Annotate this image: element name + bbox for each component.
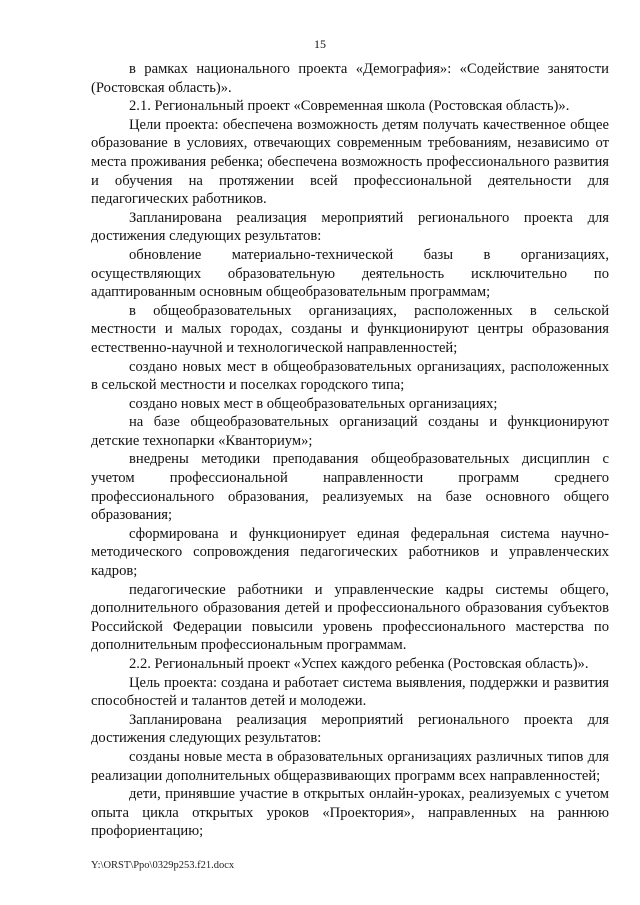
list-item: сформирована и функционирует единая федеральная система научно-методического сопровождения педагогических работников и управленческих кадров;	[91, 525, 609, 580]
list-item: на базе общеобразовательных организаций созданы и функционируют детские технопарки «Кванториум»;	[91, 414, 609, 449]
list-item: дети, принявшие участие в открытых онлайн-уроках, реализуемых с учетом опыта цикла открытых уроков «Проектория», направленных на раннюю профориентацию;	[91, 786, 609, 840]
section-heading: 2.1. Региональный проект «Современная школа (Ростовская область)».	[129, 98, 570, 115]
paragraph: в рамках национального проекта «Демография»: «Содействие занятости (Ростовская область)».	[91, 61, 609, 96]
page-number: 15	[314, 37, 326, 51]
section-heading: 2.2. Региональный проект «Успех каждого ребенка (Ростовская область)».	[129, 656, 589, 672]
paragraph: Цель проекта: создана и работает система выявления, поддержки и развития способностей и талантов детей и молодежи.	[91, 674, 609, 710]
list-item: создано новых мест в общеобразовательных организациях;	[129, 395, 498, 412]
footer-file-path: Y:\ORST\Ppo\0329p253.f21.docx	[91, 860, 235, 871]
list-item: созданы новые места в образовательных организациях различных типов для реализации дополнительных общеразвивающих программ всех направленностей;	[91, 748, 609, 784]
paragraph: Запланирована реализация мероприятий регионального проекта для достижения следующих результатов:	[91, 209, 609, 245]
list-item: внедрены методики преподавания общеобразовательных дисциплин с учетом профессиональной направленности программ среднего профессионального образования, реализуемых на базе основного общего образования;	[91, 451, 609, 524]
list-item: в общеобразовательных организациях, расположенных в сельской местности и малых городах, созданы и функционируют центры образования естественно-научной и технологической направленностей;	[91, 302, 609, 356]
list-item: обновление материально-технической базы в организациях, осуществляющих образовательную деятельность исключительно по адаптированным основным общеобразовательным программам;	[91, 246, 609, 301]
list-item: создано новых мест в общеобразовательных организациях, расположенных в сельской местности и поселках городского типа;	[91, 358, 609, 394]
paragraph: Запланирована реализация мероприятий регионального проекта для достижения следующих результатов:	[91, 711, 609, 747]
document-body	[91, 60, 609, 841]
paragraph: Цели проекта: обеспечена возможность детям получать качественное общее образование в условиях, отвечающих современным требованиям, независимо от места проживания ребенка; обеспечена возможность профессионального развития и обучения на протяжении всей профессиональной деятельности для педагогических работников.	[91, 116, 609, 208]
list-item: педагогические работники и управленческие кадры системы общего, дополнительного образования детей и профессионального образования субъектов Российской Федерации повысили уровень профессионального мастерства по дополнительным профессиональным программам.	[91, 581, 609, 654]
